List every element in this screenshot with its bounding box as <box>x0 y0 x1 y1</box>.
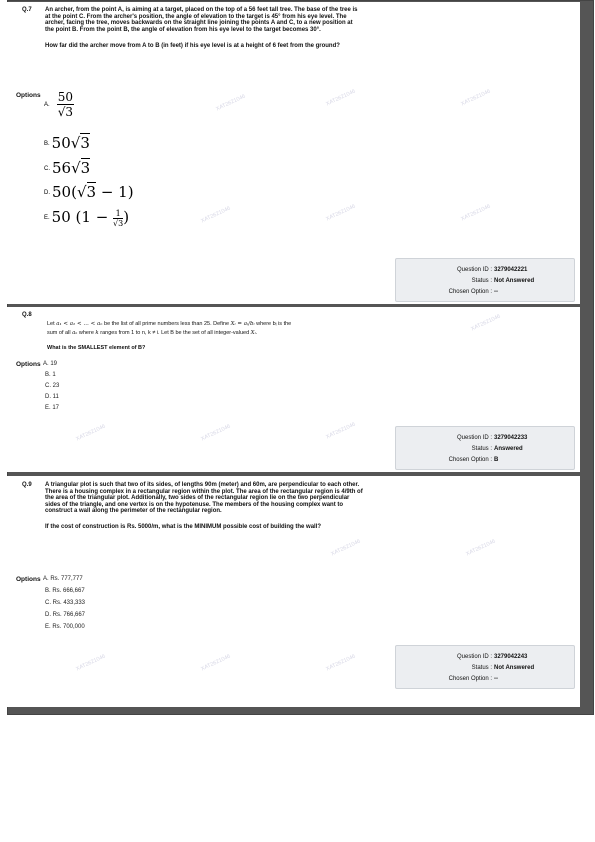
question-line-2 <box>47 329 367 338</box>
fraction <box>113 209 123 228</box>
question-info-box <box>395 426 575 470</box>
math-expression: a₁ < a₂ < … < aₙ <box>56 321 103 327</box>
math-expression: Xᵢ = aᵢ/bᵢ <box>230 321 255 327</box>
watermark: XAT2621046 <box>200 423 232 443</box>
option-e[interactable]: E. Rs. 700,000 <box>45 624 85 630</box>
question-number: Q.7 <box>22 7 32 13</box>
question-8-panel <box>0 307 580 472</box>
option-d[interactable]: D. Rs. 766,667 <box>45 612 86 618</box>
watermark: XAT2621046 <box>460 88 492 108</box>
coefficient: 50 <box>51 208 71 226</box>
status-label: Status : <box>471 278 492 284</box>
text-part: where bᵢ is the <box>254 321 292 327</box>
options-label: Options <box>16 361 41 368</box>
option-d[interactable]: D. 50(√3 − 1) <box>44 183 134 201</box>
question-id-label: Question ID : <box>456 435 492 441</box>
question-text <box>47 320 367 353</box>
radicand: 3 <box>80 159 91 177</box>
fraction <box>57 90 74 119</box>
option-a[interactable]: A. Rs. 777,777 <box>43 576 83 582</box>
option-c[interactable]: C. Rs. 433,333 <box>45 600 86 606</box>
tail: − 1) <box>96 183 134 201</box>
question-number: Q.9 <box>22 482 32 488</box>
watermark: XAT2621046 <box>470 313 502 333</box>
watermark: XAT2621046 <box>75 423 107 443</box>
option-a[interactable] <box>44 90 74 119</box>
option-b[interactable]: B. 50√3 <box>44 134 90 152</box>
close-paren: ) <box>123 208 130 226</box>
radicand: 3 <box>118 218 124 228</box>
question-info-box <box>395 258 575 302</box>
text-part: sum of all <box>47 330 73 336</box>
question-number: Q.8 <box>22 312 32 318</box>
watermark: XAT2621046 <box>465 538 497 558</box>
status-value: Not Answered <box>494 665 535 671</box>
coefficient: 50 <box>51 134 71 152</box>
question-line-1 <box>47 320 367 329</box>
status-value: Not Answered <box>494 278 535 284</box>
question-prompt: If the cost of construction is Rs. 5000/m, what is the MINIMUM possible cost of building the wall? <box>45 523 322 530</box>
question-prompt: How far did the archer move from A to B (in feet) if his eye level is at a height of 6 feet from the ground? <box>45 43 340 50</box>
text-part: where <box>77 330 96 336</box>
question-paragraph: A triangular plot is such that two of its sides, of lengths 90m (meter) and 60m, are perpendicular to each other. There is a housing complex in a rectangular region within the plot. The area of the rectangular region is 4/9th of the area of the triangular plot. Additionally, two sides of the rectangular region lie on the two perpendicular sides of the triangle, and one vertex is on the hypotenuse. The members of the housing complex want to construct a wall along the perimeter of the rectangular region. <box>45 482 363 515</box>
status-value: Answered <box>494 446 523 452</box>
question-prompt: What is the SMALLEST element of B? <box>47 345 146 351</box>
watermark: XAT2621046 <box>325 653 357 673</box>
option-e[interactable] <box>44 208 129 228</box>
chosen-option-value: B <box>494 457 499 463</box>
question-id: 3279042243 <box>494 654 528 660</box>
math-expression: aₖ <box>72 330 78 336</box>
option-b[interactable]: B. 1 <box>45 372 56 378</box>
options-label: Options <box>16 92 41 99</box>
option-c[interactable]: C. 23 <box>45 383 60 389</box>
text-part: be the list of all prime numbers less than 25. Define <box>102 321 231 327</box>
math-expression: k <box>95 330 99 336</box>
question-id: 3279042233 <box>494 435 528 441</box>
watermark: XAT2621046 <box>330 538 362 558</box>
watermark: XAT2621046 <box>75 653 107 673</box>
question-id-label: Question ID : <box>456 267 492 273</box>
options-label: Options <box>16 576 41 583</box>
option-b[interactable]: B. Rs. 666,667 <box>45 588 85 594</box>
question-9-panel <box>0 476 580 707</box>
text-part: ranges from 1 to n, k ≠ i. Let B be the set of all integer-valued <box>98 330 251 336</box>
text-part: Let <box>47 321 57 327</box>
status-label: Status : <box>471 665 492 671</box>
option-a[interactable]: A. 19 <box>43 361 58 367</box>
option-label: D. <box>44 190 50 196</box>
numerator: 1 <box>113 209 123 219</box>
question-id: 3279042221 <box>494 267 528 273</box>
coefficient: 56 <box>52 159 72 177</box>
question-text <box>45 482 363 538</box>
option-label: B. <box>44 141 50 147</box>
question-info-box <box>395 645 575 689</box>
denominator: √3 <box>57 105 74 119</box>
option-label: C. <box>44 166 50 172</box>
watermark: XAT2621046 <box>200 205 232 225</box>
chosen-option-label: Chosen Option : <box>448 457 492 463</box>
numerator: 50 <box>57 90 74 104</box>
question-text <box>45 7 363 57</box>
chosen-option-value: -- <box>494 676 498 682</box>
chosen-option-label: Chosen Option : <box>448 289 492 295</box>
watermark: XAT2621046 <box>325 88 357 108</box>
watermark: XAT2621046 <box>325 203 357 223</box>
coefficient: 50( <box>52 183 77 201</box>
watermark: XAT2621046 <box>460 203 492 223</box>
status-label: Status : <box>471 446 492 452</box>
text-part: . <box>255 330 258 336</box>
radicand: 3 <box>86 183 97 201</box>
watermark: XAT2621046 <box>325 421 357 441</box>
option-label: E. <box>44 215 50 221</box>
option-d[interactable]: D. 11 <box>45 394 59 400</box>
option-e[interactable]: E. 17 <box>45 405 60 411</box>
question-paragraph: An archer, from the point A, is aiming at a target, placed on the top of a 56 feet tall tree. The base of the tree is at the point C. From the archer's position, the angle of elevation to the target is 45° from his eye level. The archer, facing the tree, moves backwards on the straight line joining the points A and C, to a new position at the point B. From the point B, the angle of elevation from his eye level to the target becomes 30°. <box>45 7 358 33</box>
chosen-option-value: -- <box>494 289 498 295</box>
radicand: 3 <box>80 134 90 152</box>
math-expression: Xᵢ <box>250 330 256 336</box>
denominator: √3 <box>113 218 124 228</box>
option-label: A. <box>44 101 50 108</box>
option-c[interactable]: C. 56√3 <box>44 159 91 177</box>
watermark: XAT2621046 <box>215 93 247 113</box>
open-paren: (1 − <box>75 208 114 226</box>
question-id-label: Question ID : <box>456 654 492 660</box>
radicand: 3 <box>65 105 74 119</box>
chosen-option-label: Chosen Option : <box>448 676 492 682</box>
watermark: XAT2621046 <box>200 653 232 673</box>
question-7-panel <box>0 2 580 304</box>
